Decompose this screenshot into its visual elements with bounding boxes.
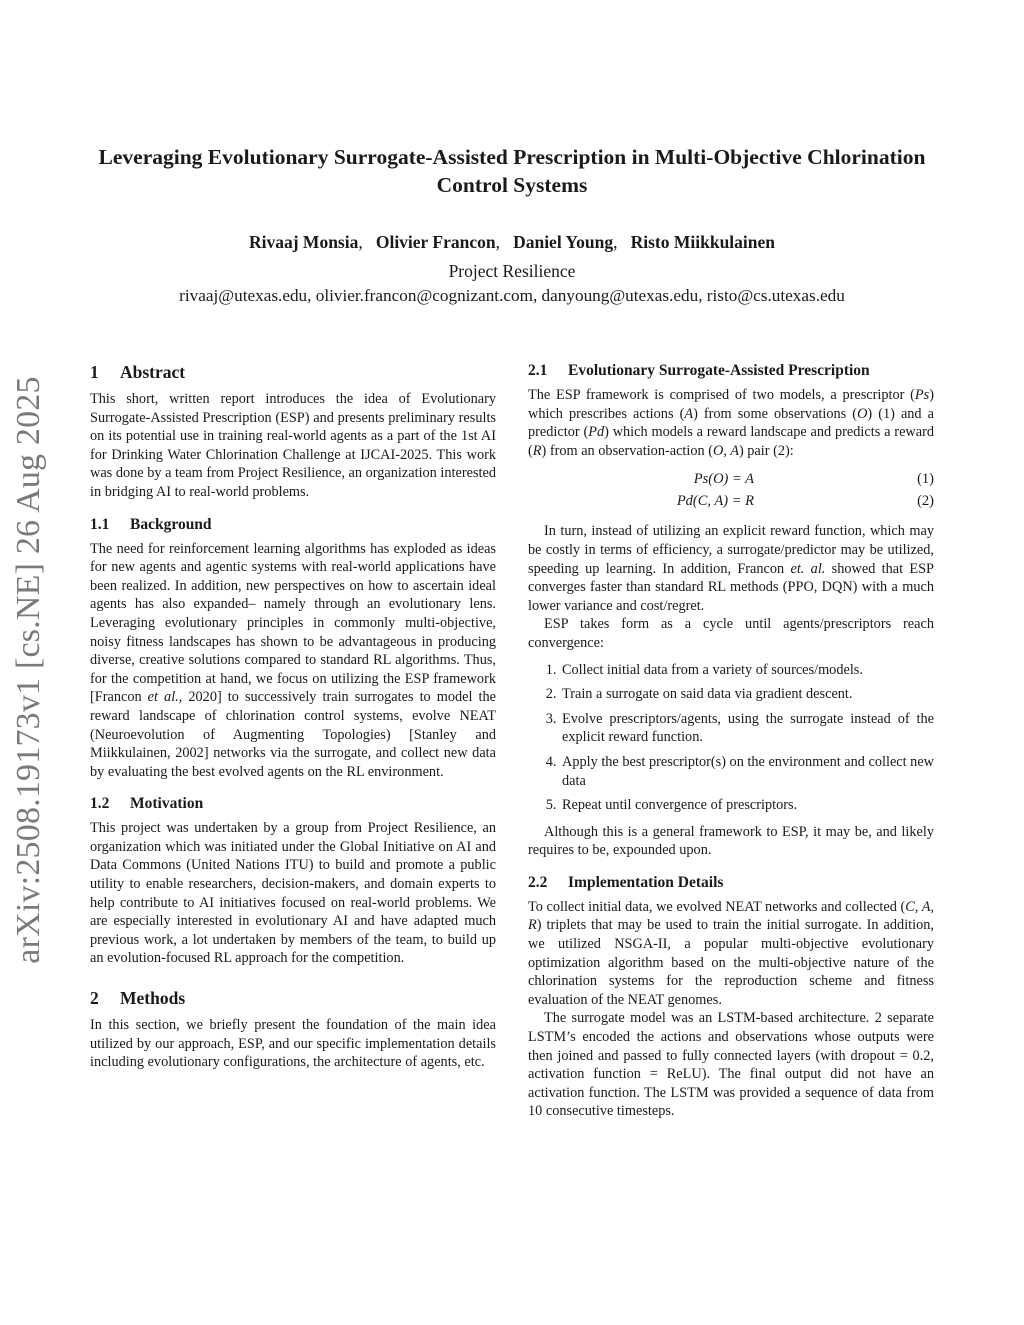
equation-number-1: (1) [917, 471, 934, 488]
subsection-heading-implementation: 2.2 Implementation Details [528, 873, 724, 891]
arxiv-identifier: arXiv:2508.19173v1 [cs.NE] 26 Aug 2025 [10, 376, 47, 964]
equation-2: Pd(C, A) = R [676, 493, 754, 510]
list-item: 4. Apply the best prescriptor(s) on the environment and collect new data [560, 753, 934, 790]
list-item: 1. Collect initial data from a variety of sources/models. [560, 661, 934, 680]
equation-number-2: (2) [917, 493, 934, 510]
list-item: 2. Train a surrogate on said data via gradient descent. [560, 685, 934, 704]
cycle-paragraph: ESP takes form as a cycle until agents/prescriptors reach convergence: [528, 616, 934, 651]
right-column [528, 360, 934, 1121]
implementation-paragraph: To collect initial data, we evolved NEAT networks and collected (C, A, R) triplets that may be used to train the initial surrogate. In addition, we utilized NSGA-II, a popular multi-objective evolutionary optimization algorithm based on the multi-objective nature of the chlorination systems for the reproduction scheme and fitness evaluation of the NEAT genomes. [528, 898, 934, 1008]
esp-paragraph: The ESP framework is comprised of two models, a prescriptor (Ps) which prescribes actions (A) from some observations (O) (1) and a predictor (Pd) which models a reward landscape and predicts a reward (R) from an observation-action (O, A) pair (2): [528, 387, 934, 459]
esp-steps-list [528, 661, 934, 815]
surrogate-paragraph: The surrogate model was an LSTM-based architecture. 2 separate LSTM’s encoded the actions and observations whose outputs were then joined and passed to fully connected layers (with dropout = 0.2, activation function = ReLU). The final output did not have an activation function. The LSTM was provided a sequence of data from 10 consecutive timesteps. [528, 1010, 934, 1120]
equation-1: Ps(O) = A [693, 471, 754, 488]
paper-title: Leveraging Evolutionary Surrogate-Assisted Prescription in Multi-Objective Chlorination Control Systems [98, 145, 926, 197]
author-name: Risto Miikkulainen [630, 232, 776, 252]
list-item: 3. Evolve prescriptors/agents, using the surrogate instead of the explicit reward function. [560, 710, 934, 747]
subsection-heading-motivation: 1.2 Motivation [90, 795, 204, 813]
author-list: Rivaaj Monsia, Olivier Francon, Daniel Young, Risto Miikkulainen [248, 232, 776, 252]
author-name: Olivier Francon [375, 232, 496, 252]
author-name: Rivaaj Monsia [248, 232, 359, 252]
subsection-heading-background: 1.1 Background [90, 515, 212, 533]
background-paragraph: The need for reinforcement learning algorithms has exploded as ideas for new agents and agentic systems with real-world applications have been realized. In addition, new perspectives on how to ascertain ideal agents has also expanded– namely through an evolutionary lens. Leveraging evolutionary principles in commonly multi-objective, noisy fitness landscapes has shown to be advantageous in producing diverse, creative solutions compared to standard RL algorithms. Thus, for the competition at hand, we focus on utilizing the ESP framework [Francon et al., 2020] to successively train surrogates to model the reward landscape of chlorination control systems, evolve NEAT (Neuroevolution of Augmenting Topologies) [Stanley and Miikkulainen, 2002] networks via the surrogate, and collect new data by evaluating the best evolved agents on the RL environment. [90, 540, 496, 780]
affiliation: Project Resilience [448, 261, 576, 281]
section-heading-abstract: 1 Abstract [90, 362, 186, 382]
author-emails: rivaaj@utexas.edu, olivier.francon@cognizant.com, danyoung@utexas.edu, risto@cs.utexas.edu [179, 286, 845, 305]
equations [528, 468, 934, 512]
abstract-paragraph: This short, written report introduces the idea of Evolutionary Surrogate-Assisted Prescription (ESP) and presents preliminary results on its potential use in training real-world agents as a part of the 1st AI for Drinking Water Chlorination Challenge at IJCAI-2025. This work was done by a team from Project Resilience, an organization interested in bridging AI to real-world problems. [90, 391, 496, 500]
section-heading-methods: 2 Methods [90, 988, 186, 1009]
equation-row [528, 490, 934, 512]
general-framework-paragraph: Although this is a general framework to ESP, it may be, and likely requires to be, expounded upon. [528, 823, 934, 859]
motivation-paragraph: This project was undertaken by a group from Project Resilience, an organization which was initiated under the Global Initiative on AI and Data Commons (United Nations ITU) to build and promote a public utility to enable researchers, decision-makers, and domain experts to help contribute to AI initiatives focused on real-world problems. We are especially interested in evolutionary AI and have adapted much previous work, a lot undertaken by members of the team, to build up an evolution-focused RL approach for the competition. [90, 820, 496, 967]
equation-row [528, 468, 934, 490]
arxiv-sidebar [10, 370, 48, 970]
methods-paragraph: In this section, we briefly present the foundation of the main idea utilized by our approach, ESP, and our specific implementation details including evolutionary configurations, the architecture of agents, etc. [90, 1017, 496, 1071]
in-turn-paragraph: In turn, instead of utilizing an explicit reward function, which may be costly in terms of efficiency, a surrogate/predictor may be utilized, speeding up learning. In addition, Francon et. al. showed that ESP converges faster than standard RL methods (PPO, DQN) with a much lower variance and cost/regret. [528, 523, 935, 614]
list-item: 5. Repeat until convergence of prescriptors. [560, 796, 934, 815]
author-name: Daniel Young [513, 232, 614, 252]
left-column [90, 360, 496, 1072]
subsection-heading-esp: 2.1 Evolutionary Surrogate-Assisted Prescription [528, 362, 870, 379]
